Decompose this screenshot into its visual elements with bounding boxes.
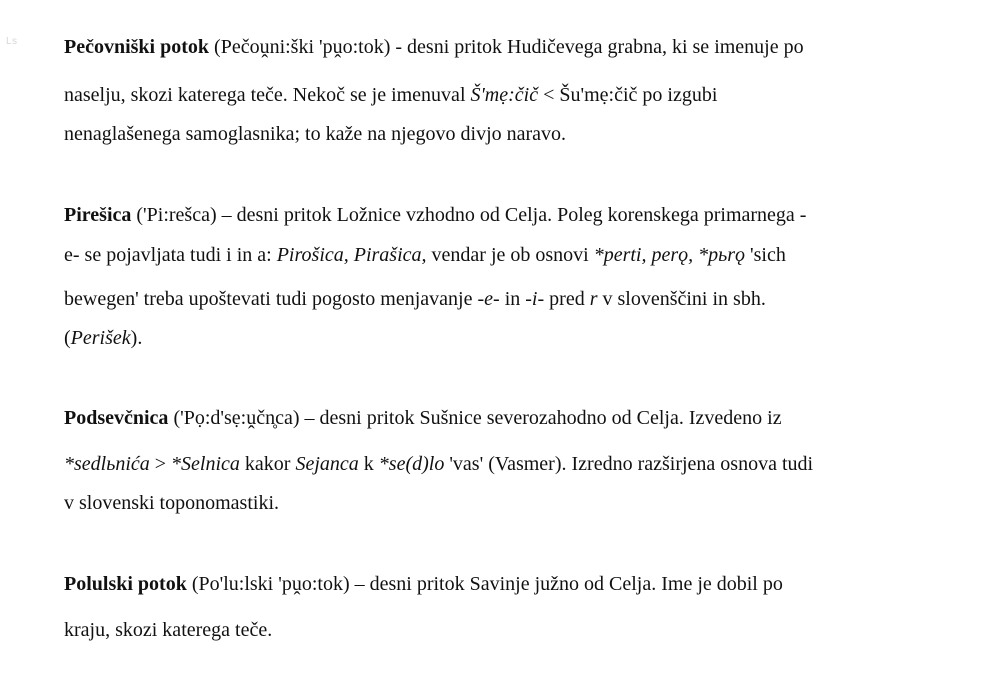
entry-text: ('Pi:rešca) – desni pritok Ložnice vzhodno od Celja. Poleg korenskega primarnega - [131, 204, 807, 226]
entry-text: v slovenščini in sbh. [597, 288, 766, 310]
entry-text: ( [64, 327, 71, 349]
entry-podsevcnica-line-1 [64, 406, 782, 430]
entry-text: 'vas' (Vasmer). Izredno razširjena osnova tudi [444, 453, 814, 475]
entry-text: e- se pojavljata tudi i in a: [64, 244, 277, 266]
entry-text: naselju, skozi katerega teče. Nekoč se je imenuval [64, 84, 471, 106]
entry-italic-form: Š'mẹ:čič [470, 84, 539, 106]
entry-italic-form: Pirošica, Pirašica, [276, 244, 427, 266]
entry-polulski-line-1 [64, 572, 783, 596]
entry-podsevcnica-line-2 [64, 452, 813, 476]
entry-italic-form: *se(d)lo [378, 453, 445, 475]
entry-term: Podsevčnica [64, 407, 169, 429]
entry-polulski-line-2 [64, 618, 272, 642]
entry-text: 'sich [745, 244, 786, 266]
entry-text: < Šu'mẹ:čič po izgubi [538, 84, 718, 106]
entry-text: k [358, 453, 379, 475]
entry-text: ). [130, 327, 143, 349]
entry-italic-form: Perišek [70, 327, 131, 349]
entry-podsevcnica-line-3 [64, 491, 279, 515]
entry-italic-form: Sejanca [295, 453, 359, 475]
watermark: Ls [6, 36, 18, 47]
entry-piresica-line-2 [64, 243, 786, 267]
entry-piresica-line-1 [64, 203, 806, 227]
entry-text: pred [544, 288, 590, 310]
entry-italic-form: *perti, perǫ, *pьrǫ [593, 244, 746, 266]
entry-pecovniski-line-2 [64, 83, 717, 107]
entry-text: vendar je ob osnovi [426, 244, 594, 266]
entry-italic-form: *sedlьnića [64, 453, 150, 475]
entry-italic-form: -e- [477, 288, 500, 310]
entry-pecovniski-line-1 [64, 35, 804, 59]
entry-italic-form: *Selnica [171, 453, 240, 475]
entry-text: (Po'lu:lski 'pṷo:tok) – desni pritok Savinje južno od Celja. Ime je dobil po [186, 573, 783, 595]
entry-italic-form: -i- [525, 288, 545, 310]
entry-text: kakor [239, 453, 296, 475]
entry-piresica-line-4 [64, 326, 142, 350]
entry-term: Pirešica [64, 204, 132, 226]
entry-text: bewegen' treba upoštevati tudi pogosto menjavanje [64, 288, 478, 310]
entry-term: Polulski potok [64, 573, 187, 595]
entry-text: > [149, 453, 172, 475]
entry-term: Pečovniški potok [64, 36, 210, 58]
entry-text: in [499, 288, 526, 310]
entry-text: kraju, skozi katerega teče. [64, 619, 273, 641]
entry-italic-form: r [589, 288, 598, 310]
entry-text: v slovenski toponomastiki. [64, 492, 279, 514]
entry-text: nenaglašenega samoglasnika; to kaže na njegovo divjo naravo. [64, 123, 567, 145]
entry-piresica-line-3 [64, 287, 766, 311]
entry-text: (Pečoṷni:ški 'pṷo:tok) - desni pritok Hudičevega grabna, ki se imenuje po [209, 36, 804, 58]
entry-pecovniski-line-3 [64, 122, 566, 146]
entry-text: ('Pọ:d'sẹ:ṷčn̥ca) – desni pritok Sušnice severozahodno od Celja. Izvedeno iz [168, 407, 782, 429]
